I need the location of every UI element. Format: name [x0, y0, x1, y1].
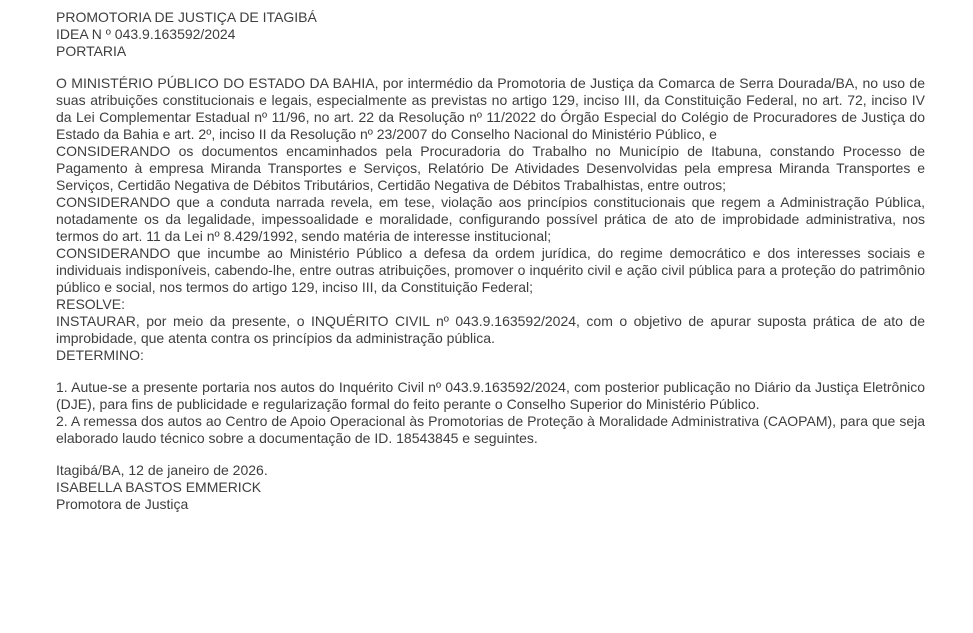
determination-item-1: 1. Autue-se a presente portaria nos autos do Inquérito Civil nº 043.9.163592/2024, com posterior publicação no Diário da Justiça Eletrônico (DJE), para fins de publicidade e regularização formal do feito perante o Conselho Superior do Ministério Público.: [56, 379, 925, 412]
determino-label: DETERMINO:: [56, 347, 144, 363]
preamble-paragraph: O MINISTÉRIO PÚBLICO DO ESTADO DA BAHIA, por intermédio da Promotoria de Justiça da Comarca de Serra Dourada/BA, no uso de suas atribuições constitucionais e legais, especialmente as previstas no artigo 129, inciso III, da Constituição Federal, no art. 72, inciso IV da Lei Complementar Estadual nº 11/96, no art. 22 da Resolução nº 11/2022 do Órgão Especial do Colégio de Procuradores de Justiça do Estado da Bahia e art. 2º, inciso II da Resolução nº 23/2007 do Conselho Nacional do Ministério Público, e: [56, 75, 925, 142]
resolution-paragraph: INSTAURAR, por meio da presente, o INQUÉRITO CIVIL nº 043.9.163592/2024, com o objetivo de apurar suposta prática de ato de improbidade, que atenta contra os princípios da administração pública.: [56, 313, 925, 346]
considering-paragraph-3: CONSIDERANDO que incumbe ao Ministério Público a defesa da ordem jurídica, do regime democrático e dos interesses sociais e individuais indisponíveis, cabendo-lhe, entre outras atribuições, promover o inquérito civil e ação civil pública para a proteção do patrimônio público e social, nos termos do artigo 129, inciso III, da Constituição Federal;: [56, 245, 925, 295]
considering-paragraph-2: CONSIDERANDO que a conduta narrada revela, em tese, violação aos princípios constitucionais que regem a Administração Pública, notadamente os da legalidade, impessoalidade e moralidade, configurando possível prática de ato de improbidade administrativa, nos termos do art. 11 da Lei nº 8.429/1992, sendo matéria de interesse institucional;: [56, 194, 925, 244]
issuing-office-header: PROMOTORIA DE JUSTIÇA DE ITAGIBÁ: [56, 9, 317, 25]
resolve-label: RESOLVE:: [56, 296, 125, 312]
place-date-line: Itagibá/BA, 12 de janeiro de 2026.: [56, 462, 268, 478]
signer-name: ISABELLA BASTOS EMMERICK: [56, 479, 262, 495]
signer-role: Promotora de Justiça: [56, 496, 189, 512]
resolution-block: [56, 313, 925, 364]
document-type-label: PORTARIA: [56, 43, 127, 59]
determination-item-2: 2. A remessa dos autos ao Centro de Apoio Operacional às Promotorias de Proteção à Moralidade Administrativa (CAOPAM), para que seja elaborado laudo técnico sobre a documentação de ID. 18543845 e seguintes.: [56, 413, 925, 446]
considering-paragraph-1: CONSIDERANDO os documentos encaminhados pela Procuradoria do Trabalho no Município de Itabuna, constando Processo de Pagamento à empresa Miranda Transportes e Serviços, Relatório De Atividades Desenvolvidas pela empresa Miranda Transportes e Serviços, Certidão Negativa de Débitos Tributários, Certidão Negativa de Débitos Trabalhistas, entre outros;: [56, 143, 925, 193]
idea-number: IDEA N º 043.9.163592/2024: [56, 26, 236, 42]
reference-block: [56, 26, 925, 60]
signature-block: [56, 479, 925, 513]
determinations-block: [56, 379, 925, 447]
